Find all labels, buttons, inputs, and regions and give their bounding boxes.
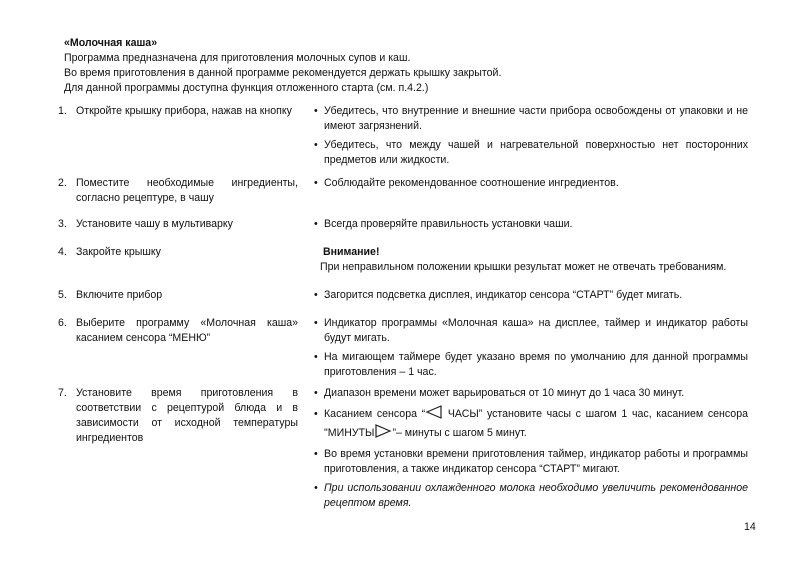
warning-block: [314, 245, 748, 275]
step-action: Установите время приготовления в соответствии с рецептурой блюда и в зависимости от исходной температуры ингредиентов: [76, 387, 298, 444]
step-action: Выберите программу «Молочная каша» касанием сенсора “МЕНЮ”: [76, 317, 298, 344]
note-item: • Соблюдайте рекомендованное соотношение ингредиентов.: [314, 177, 619, 189]
step-notes: [314, 176, 748, 195]
note-item: • На мигающем таймере будет указано время по умолчанию для данной программы приготовления – 1 час.: [314, 351, 748, 378]
note-item: • Диапазон времени может варьироваться от 10 минут до 1 часа 30 минут.: [314, 387, 685, 399]
sensor-text: Касанием сенсора “: [324, 408, 426, 420]
note-item: • Во время установки времени приготовления таймер, индикатор работы и программы приготовления, а также индикатор сенсора “СТАРТ” мигают.: [314, 448, 748, 475]
sensor-text: ”– минуты с шагом 5 минут.: [392, 427, 527, 439]
bullet-icon: •: [314, 351, 318, 363]
warning-text: При неправильном положении крышки результат может не отвечать требованиям.: [320, 261, 727, 273]
step-number: 3.: [58, 218, 67, 230]
bullet-icon: •: [314, 317, 318, 329]
intro-line: Программа предназначена для приготовления молочных супов и каш.: [64, 52, 411, 64]
bullet-icon: •: [314, 289, 318, 301]
bullet-icon: •: [314, 139, 318, 151]
note-item: • Индикатор программы «Молочная каша» на дисплее, таймер и индикатор работы будут мигать.: [314, 317, 748, 344]
note-item: • Убедитесь, что внутренние и внешние части прибора освобождены от упаковки и не имеют загрязнений.: [314, 105, 748, 132]
note-item: [314, 405, 748, 443]
intro-line: Для данной программы доступна функция отложенного старта (см. п.4.2.): [64, 82, 429, 94]
note-item: • Убедитесь, что между чашей и нагревательной поверхностью нет посторонних предметов или жидкости.: [314, 139, 748, 166]
step-number: 4.: [58, 246, 67, 258]
step-number: 2.: [58, 177, 67, 189]
step-action: Закройте крышку: [76, 246, 161, 258]
step-number: 6.: [58, 317, 67, 329]
bullet-icon: •: [314, 408, 318, 420]
program-title: «Молочная каша»: [64, 37, 158, 49]
step-action: Включите прибор: [76, 289, 163, 301]
bullet-icon: •: [314, 218, 318, 230]
bullet-icon: •: [314, 105, 318, 117]
note-item: • Загорится подсветка дисплея, индикатор сенсора “СТАРТ” будет мигать.: [314, 289, 683, 301]
bullet-icon: •: [314, 177, 318, 189]
bullet-icon: •: [314, 387, 318, 399]
step-number: 7.: [58, 387, 67, 399]
section-header: [64, 36, 764, 96]
warning-title: Внимание!: [323, 246, 380, 258]
step-number: 1.: [58, 105, 67, 117]
intro-line: Во время приготовления в данной программе рекомендуется держать крышку закрытой.: [64, 67, 502, 79]
step-notes: [314, 288, 748, 307]
step-action: Установите чашу в мультиварку: [76, 218, 233, 230]
step-notes: [314, 104, 748, 172]
note-item: • Всегда проверяйте правильность установки чаши.: [314, 218, 573, 230]
triangle-left-icon: [425, 405, 443, 419]
triangle-right-icon: [374, 424, 392, 438]
step-notes: [314, 217, 748, 236]
sensor-text: ЧАСЫ” установите часы с шагом 1 час, касанием сенсора "МИНУТЫ: [324, 408, 748, 439]
bullet-icon: •: [314, 482, 318, 494]
page-number: 14: [744, 521, 756, 533]
step-notes: [314, 316, 748, 384]
step-notes: [314, 386, 748, 515]
step-number: 5.: [58, 289, 67, 301]
bullet-icon: •: [314, 448, 318, 460]
step-action: Поместите необходимые ингредиенты, согласно рецептуре, в чашу: [76, 177, 298, 204]
step-action: Откройте крышку прибора, нажав на кнопку: [76, 105, 292, 117]
note-item: • При использовании охлажденного молока необходимо увеличить рекомендованное рецептом время.: [314, 482, 748, 509]
